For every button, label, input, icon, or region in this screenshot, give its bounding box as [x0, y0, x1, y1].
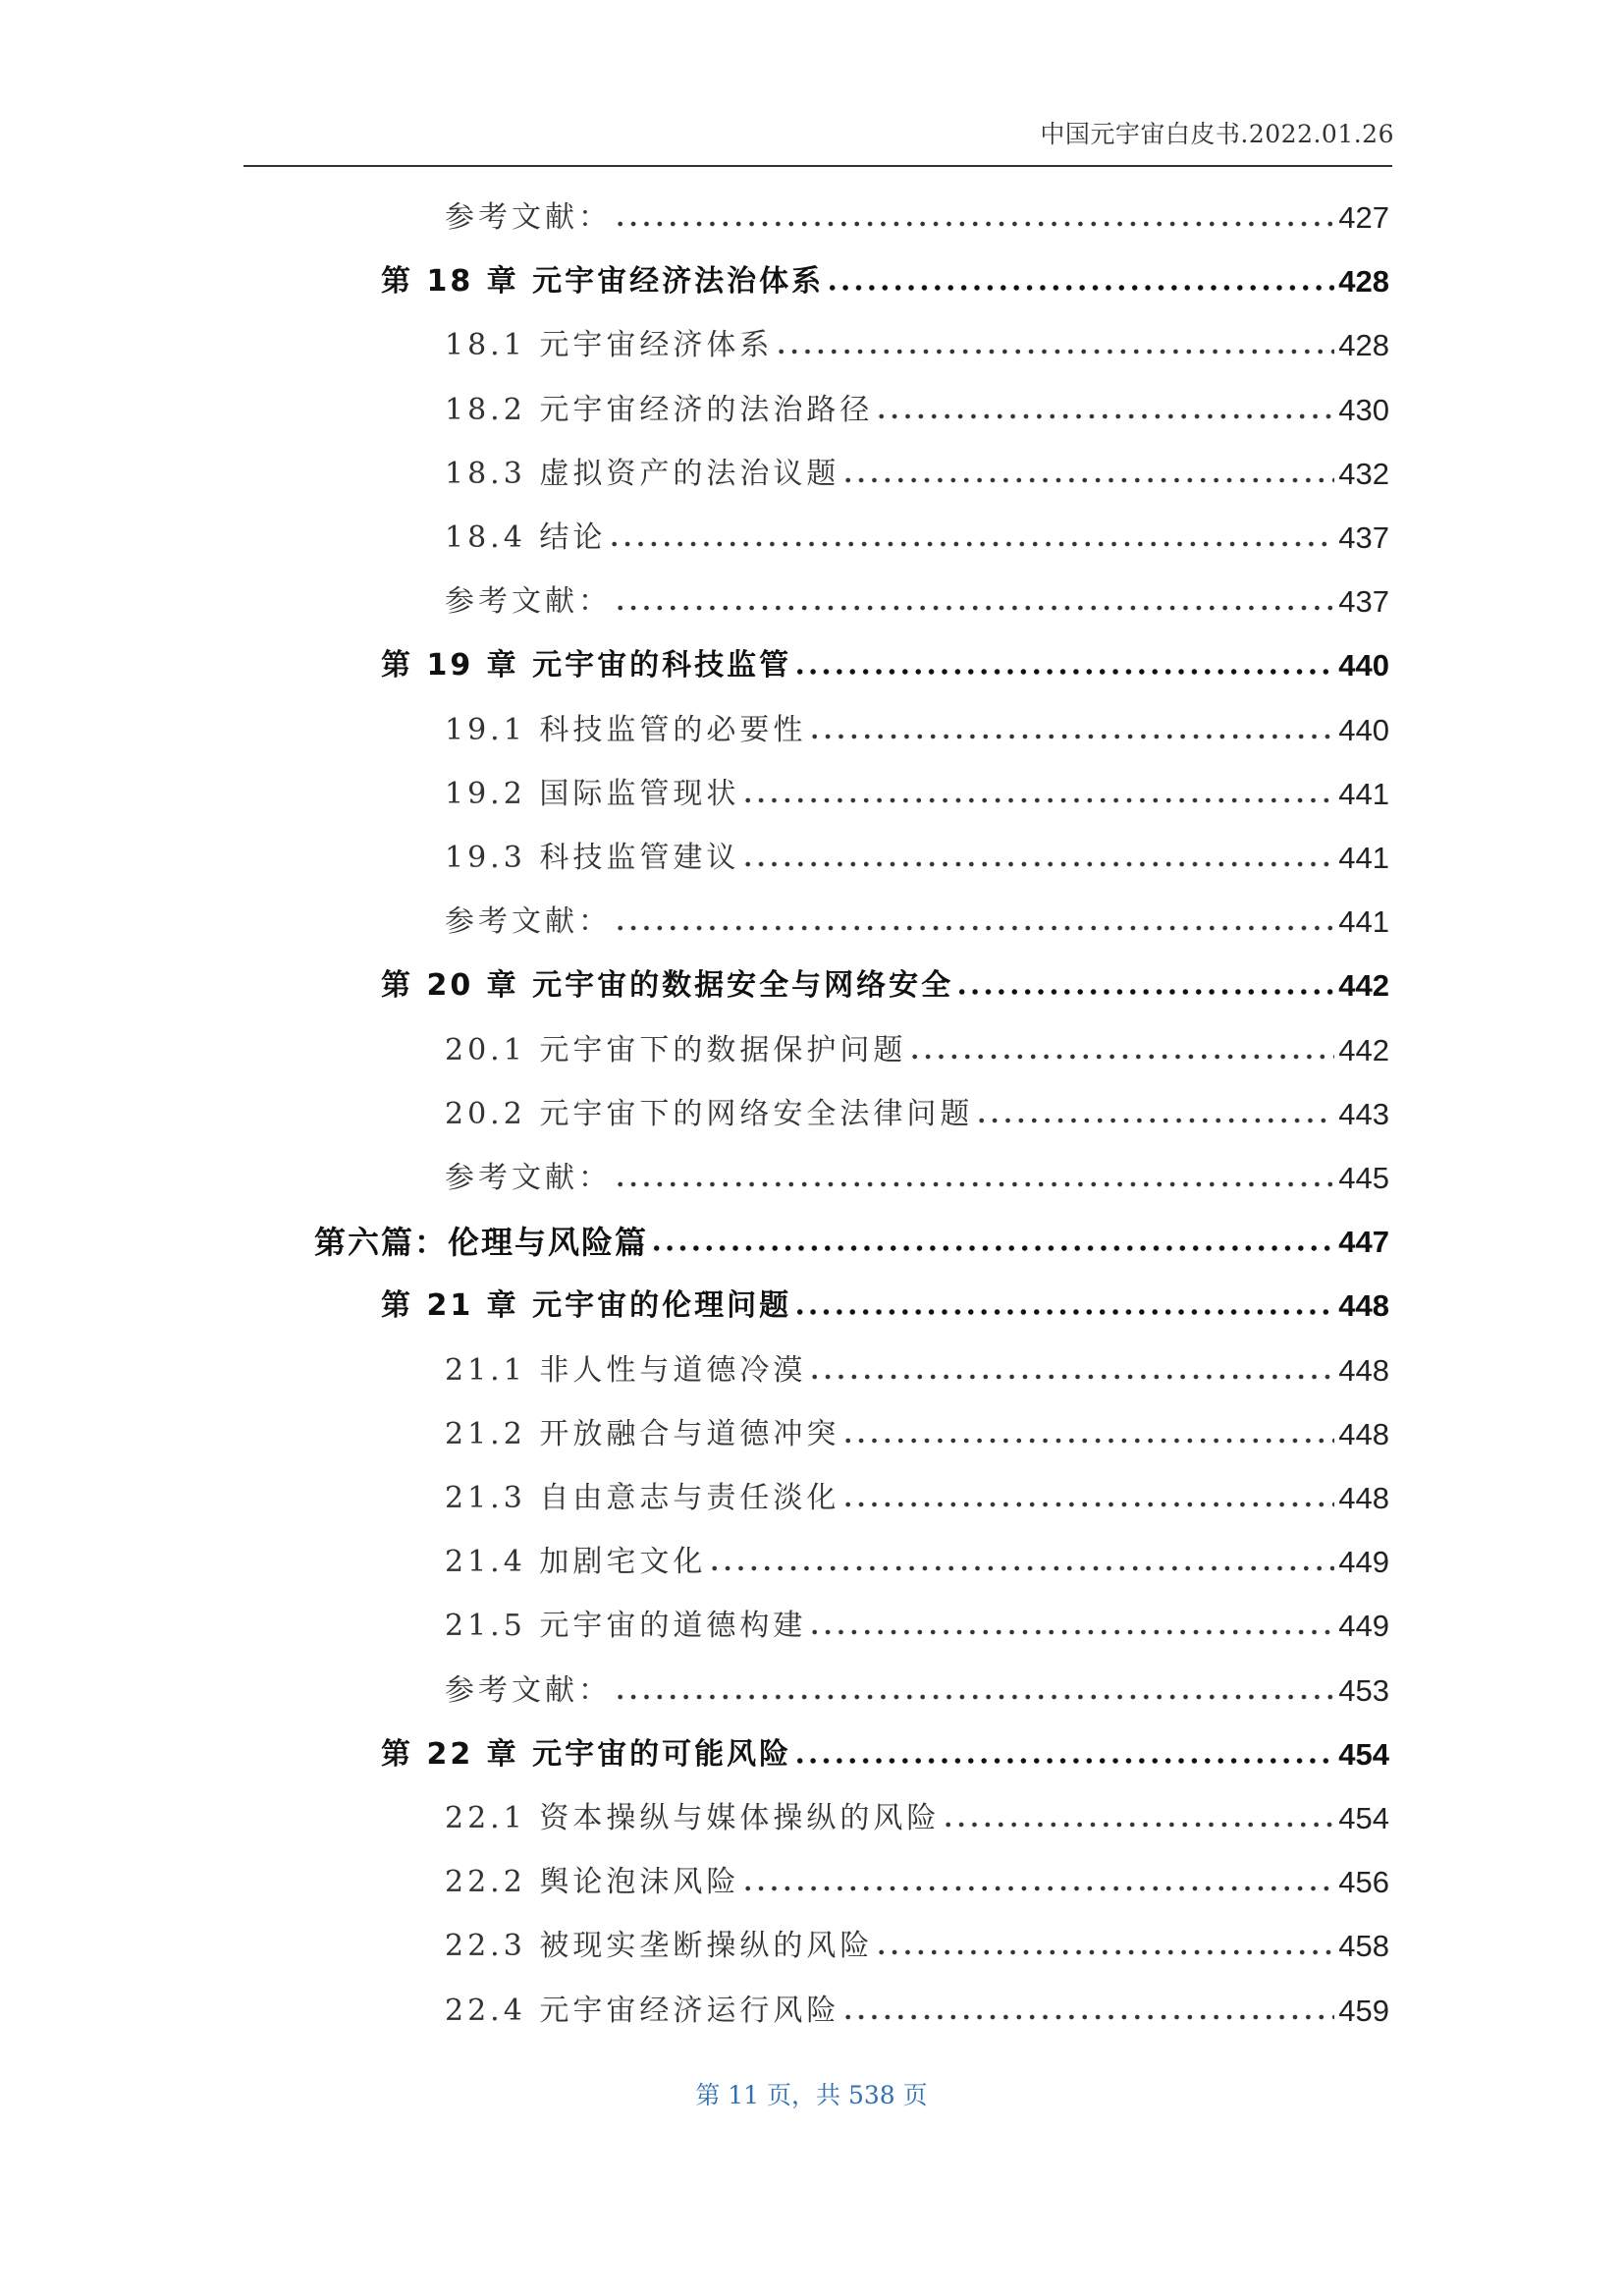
toc-entry-section[interactable]	[445, 1083, 1389, 1134]
toc-entry-title: 20.2 元宇宙下的网络安全法律问题	[445, 1097, 974, 1131]
toc-entry-chapter[interactable]	[381, 1723, 1389, 1775]
toc-leader-dots	[841, 476, 1334, 484]
toc-entry-page-number: 443	[1338, 1097, 1389, 1131]
toc-entry-page-number: 453	[1338, 1673, 1389, 1708]
toc-entry-title: 参考文献：	[445, 584, 612, 619]
toc-leader-dots	[614, 1693, 1334, 1701]
toc-entry-title: 22.3 被现实垄断操纵的风险	[445, 1929, 874, 1963]
toc-entry-title: 21.5 元宇宙的道德构建	[445, 1609, 807, 1643]
toc-entry-chapter[interactable]	[381, 634, 1389, 685]
toc-entry-section[interactable]	[445, 571, 1389, 622]
toc-entry-page-number: 456	[1338, 1865, 1389, 1899]
toc-entry-page-number: 442	[1338, 968, 1389, 1003]
toc-entry-chapter[interactable]	[381, 250, 1389, 301]
toc-entry-page-number: 430	[1338, 393, 1389, 427]
toc-entry-page-number: 428	[1338, 328, 1389, 362]
toc-entry-title: 19.1 科技监管的必要性	[445, 713, 807, 747]
toc-entry-section[interactable]	[445, 1660, 1389, 1711]
toc-entry-section[interactable]	[445, 1467, 1389, 1518]
toc-entry-title: 19.2 国际监管现状	[445, 777, 740, 811]
toc-entry-title: 第 19 章 元宇宙的科技监管	[381, 648, 792, 683]
toc-leader-dots	[841, 1437, 1334, 1445]
header-divider	[243, 165, 1392, 167]
toc-leader-dots	[826, 284, 1334, 292]
toc-entry-part[interactable]	[314, 1211, 1389, 1262]
toc-leader-dots	[808, 733, 1334, 740]
toc-entry-title: 18.3 虚拟资产的法治议题	[445, 457, 840, 491]
toc-entry-section[interactable]	[445, 314, 1389, 365]
toc-entry-page-number: 448	[1338, 1481, 1389, 1515]
toc-entry-section[interactable]	[445, 1787, 1389, 1838]
toc-entry-title: 第六篇：伦理与风险篇	[314, 1224, 649, 1261]
toc-entry-title: 22.4 元宇宙经济运行风险	[445, 1994, 840, 2028]
toc-entry-title: 18.1 元宇宙经济体系	[445, 328, 774, 362]
toc-leader-dots	[741, 796, 1334, 804]
toc-entry-page-number: 428	[1338, 264, 1389, 299]
toc-entry-page-number: 445	[1338, 1161, 1389, 1195]
toc-entry-page-number: 447	[1338, 1225, 1389, 1259]
toc-entry-title: 18.4 结论	[445, 520, 607, 555]
toc-entry-page-number: 437	[1338, 520, 1389, 555]
toc-entry-chapter[interactable]	[381, 1275, 1389, 1326]
toc-entry-title: 19.3 科技监管建议	[445, 841, 740, 875]
toc-entry-page-number: 454	[1338, 1801, 1389, 1835]
toc-entry-section[interactable]	[445, 699, 1389, 750]
toc-entry-section[interactable]	[445, 827, 1389, 878]
toc-leader-dots	[708, 1564, 1334, 1572]
toc-entry-title: 参考文献：	[445, 904, 612, 939]
toc-leader-dots	[793, 1757, 1334, 1765]
toc-entry-title: 参考文献：	[445, 1673, 612, 1708]
toc-entry-title: 第 21 章 元宇宙的伦理问题	[381, 1288, 792, 1323]
toc-entry-page-number: 441	[1338, 841, 1389, 875]
toc-entry-title: 18.2 元宇宙经济的法治路径	[445, 393, 874, 427]
toc-entry-page-number: 449	[1338, 1545, 1389, 1579]
toc-leader-dots	[741, 1885, 1334, 1892]
toc-entry-title: 21.3 自由意志与责任淡化	[445, 1481, 840, 1515]
toc-entry-section[interactable]	[445, 1339, 1389, 1391]
toc-entry-page-number: 442	[1338, 1033, 1389, 1067]
toc-entry-page-number: 449	[1338, 1609, 1389, 1643]
toc-entry-section[interactable]	[445, 379, 1389, 430]
toc-leader-dots	[942, 1821, 1334, 1829]
toc-entry-section[interactable]	[445, 187, 1389, 238]
toc-leader-dots	[775, 348, 1334, 355]
toc-entry-title: 参考文献：	[445, 200, 612, 235]
toc-leader-dots	[808, 1373, 1334, 1381]
toc-entry-title: 第 18 章 元宇宙经济法治体系	[381, 264, 825, 299]
toc-entry-section[interactable]	[445, 1915, 1389, 1966]
toc-leader-dots	[614, 604, 1334, 612]
toc-entry-page-number: 427	[1338, 200, 1389, 235]
toc-entry-title: 20.1 元宇宙下的数据保护问题	[445, 1033, 907, 1067]
toc-leader-dots	[875, 412, 1334, 420]
toc-entry-section[interactable]	[445, 891, 1389, 942]
toc-leader-dots	[841, 2013, 1334, 2021]
toc-leader-dots	[808, 1628, 1334, 1636]
toc-entry-section[interactable]	[445, 1595, 1389, 1646]
toc-entry-page-number: 440	[1338, 648, 1389, 683]
toc-leader-dots	[955, 988, 1334, 996]
toc-entry-section[interactable]	[445, 1403, 1389, 1454]
toc-entry-section[interactable]	[445, 1147, 1389, 1198]
toc-leader-dots	[650, 1244, 1334, 1252]
toc-entry-page-number: 432	[1338, 457, 1389, 491]
toc-entry-section[interactable]	[445, 1531, 1389, 1582]
toc-entry-page-number: 448	[1338, 1353, 1389, 1388]
toc-entry-page-number: 437	[1338, 584, 1389, 619]
toc-leader-dots	[614, 924, 1334, 932]
toc-entry-section[interactable]	[445, 443, 1389, 494]
toc-entry-page-number: 459	[1338, 1994, 1389, 2028]
toc-entry-title: 22.2 舆论泡沫风险	[445, 1865, 740, 1899]
toc-leader-dots	[608, 540, 1334, 548]
toc-entry-page-number: 458	[1338, 1929, 1389, 1963]
toc-leader-dots	[793, 1308, 1334, 1316]
toc-entry-title: 21.4 加剧宅文化	[445, 1545, 707, 1579]
toc-entry-page-number: 454	[1338, 1737, 1389, 1772]
toc-entry-section[interactable]	[445, 1980, 1389, 2031]
toc-entry-title: 21.1 非人性与道德冷漠	[445, 1353, 807, 1388]
toc-leader-dots	[741, 860, 1334, 868]
toc-entry-page-number: 448	[1338, 1288, 1389, 1323]
toc-leader-dots	[908, 1053, 1334, 1061]
toc-entry-page-number: 440	[1338, 713, 1389, 747]
toc-leader-dots	[793, 668, 1334, 676]
toc-entry-section[interactable]	[445, 1019, 1389, 1070]
page-number-footer: 第 11 页，共 538 页	[695, 2081, 928, 2109]
toc-leader-dots	[614, 220, 1334, 228]
toc-entry-page-number: 441	[1338, 777, 1389, 811]
toc-entry-title: 22.1 资本操纵与媒体操纵的风险	[445, 1801, 941, 1835]
toc-entry-section[interactable]	[445, 507, 1389, 558]
toc-entry-section[interactable]	[445, 1851, 1389, 1902]
toc-leader-dots	[841, 1501, 1334, 1508]
toc-entry-title: 第 20 章 元宇宙的数据安全与网络安全	[381, 968, 954, 1003]
toc-entry-title: 21.2 开放融合与道德冲突	[445, 1417, 840, 1451]
document-header-title: 中国元宇宙白皮书.2022.01.26	[1040, 120, 1394, 148]
toc-entry-page-number: 441	[1338, 904, 1389, 939]
toc-leader-dots	[614, 1180, 1334, 1188]
toc-entry-title: 第 22 章 元宇宙的可能风险	[381, 1737, 792, 1772]
toc-leader-dots	[875, 1948, 1334, 1956]
toc-entry-page-number: 448	[1338, 1417, 1389, 1451]
toc-entry-chapter[interactable]	[381, 955, 1389, 1006]
toc-entry-section[interactable]	[445, 763, 1389, 814]
toc-leader-dots	[975, 1117, 1334, 1124]
toc-entry-title: 参考文献：	[445, 1161, 612, 1195]
